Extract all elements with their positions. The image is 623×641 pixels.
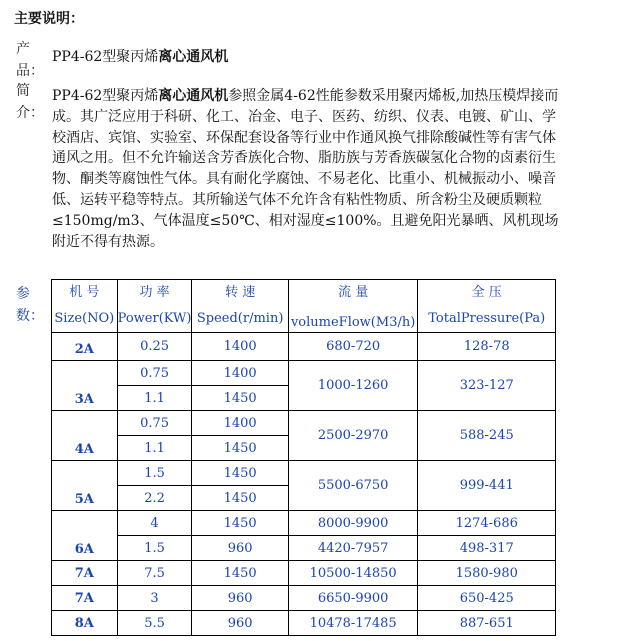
cell-speed: 1450 <box>192 461 288 486</box>
cell-flow: 1000-1260 <box>288 361 418 411</box>
cell-model: 6A <box>52 511 118 561</box>
cell-pressure: 999-441 <box>418 461 556 511</box>
table-row <box>52 411 556 436</box>
cell-pressure: 1274-686 <box>418 511 556 536</box>
cell-flow: 4420-7957 <box>288 536 418 561</box>
cell-power: 5.5 <box>117 611 192 636</box>
header-speed: 转 速 Speed(r/min) <box>192 280 288 333</box>
cell-flow: 6650-9900 <box>288 586 418 611</box>
cell-speed: 1450 <box>192 561 288 586</box>
cell-flow: 8000-9900 <box>288 511 418 536</box>
header-power: 功 率 Power(KW) <box>117 280 192 333</box>
cell-speed: 960 <box>192 611 288 636</box>
cell-speed: 1450 <box>192 486 288 511</box>
cell-model: 8A <box>52 611 118 636</box>
cell-power: 7.5 <box>117 561 192 586</box>
cell-model: 5A <box>52 461 118 511</box>
params-label: 参数： <box>16 286 44 324</box>
cell-pressure: 887-651 <box>418 611 556 636</box>
cell-speed: 1400 <box>192 333 288 361</box>
cell-model: 3A <box>52 361 118 411</box>
cell-power: 2.2 <box>117 486 192 511</box>
cell-pressure: 498-317 <box>418 536 556 561</box>
cell-flow: 5500-6750 <box>288 461 418 511</box>
cell-speed: 1400 <box>192 361 288 386</box>
header-size: 机 号 Size(NO) <box>52 280 118 333</box>
cell-speed: 1450 <box>192 386 288 411</box>
table-row <box>52 586 556 611</box>
table-header-row <box>52 280 556 333</box>
cell-power: 0.75 <box>117 411 192 436</box>
table-row <box>52 536 556 561</box>
table-row <box>52 333 556 361</box>
cell-power: 1.5 <box>117 461 192 486</box>
table-row <box>52 611 556 636</box>
cell-pressure: 650-425 <box>418 586 556 611</box>
cell-power: 1.5 <box>117 536 192 561</box>
cell-speed: 1450 <box>192 436 288 461</box>
cell-speed: 960 <box>192 586 288 611</box>
product-label: 产品： <box>16 41 44 79</box>
cell-model: 7A <box>52 561 118 586</box>
cell-pressure: 1580-980 <box>418 561 556 586</box>
cell-model: 2A <box>52 333 118 361</box>
cell-power: 3 <box>117 586 192 611</box>
cell-pressure: 128-78 <box>418 333 556 361</box>
cell-model: 4A <box>52 411 118 461</box>
cell-power: 0.75 <box>117 361 192 386</box>
intro-label: 简介： <box>16 83 44 121</box>
cell-power: 0.25 <box>117 333 192 361</box>
cell-speed: 1400 <box>192 411 288 436</box>
cell-flow: 10500-14850 <box>288 561 418 586</box>
product-name: PP4-62型聚丙烯离心通风机 <box>52 49 229 65</box>
header-flow: 流 量 volumeFlow(M3/h) <box>288 280 418 333</box>
header-pressure: 全 压 TotalPressure(Pa) <box>418 280 556 333</box>
cell-pressure: 323-127 <box>418 361 556 411</box>
page-title: 主要说明： <box>14 11 84 27</box>
cell-power: 1.1 <box>117 436 192 461</box>
cell-power: 1.1 <box>117 386 192 411</box>
product-description: PP4-62型聚丙烯离心通风机参照金属4-62性能参数采用聚丙烯板,加热压模焊接而成。其广泛应用于科研、化工、冶金、电子、医药、纺织、仪表、电镀、矿山、学校酒店、宾馆、实验室、环保配套设备等行业中作通风换气排除酸碱性等有害气体通风之用。但不允许输送含芳香族化合物、脂肪族与芳香族碳氢化合物的卤素衍生物、酮类等腐蚀性气体。具有耐化学腐蚀、不易老化、比重小、机械振动小、噪音低、运转平稳等特点。其所输送气体不允许含有粘性物质、所含粉尘及硬质颗粒≤150mg/m3、气体温度≤50℃、相对湿度≤100%。且避免阳光暴晒、风机现场附近不得有热源。 <box>52 88 559 250</box>
table-row <box>52 361 556 386</box>
specs-table <box>51 279 556 636</box>
cell-speed: 960 <box>192 536 288 561</box>
cell-flow: 680-720 <box>288 333 418 361</box>
cell-power: 4 <box>117 511 192 536</box>
cell-pressure: 588-245 <box>418 411 556 461</box>
cell-model: 7A <box>52 586 118 611</box>
cell-flow: 2500-2970 <box>288 411 418 461</box>
table-row <box>52 461 556 486</box>
cell-speed: 1450 <box>192 511 288 536</box>
table-row <box>52 511 556 536</box>
cell-flow: 10478-17485 <box>288 611 418 636</box>
table-row <box>52 561 556 586</box>
